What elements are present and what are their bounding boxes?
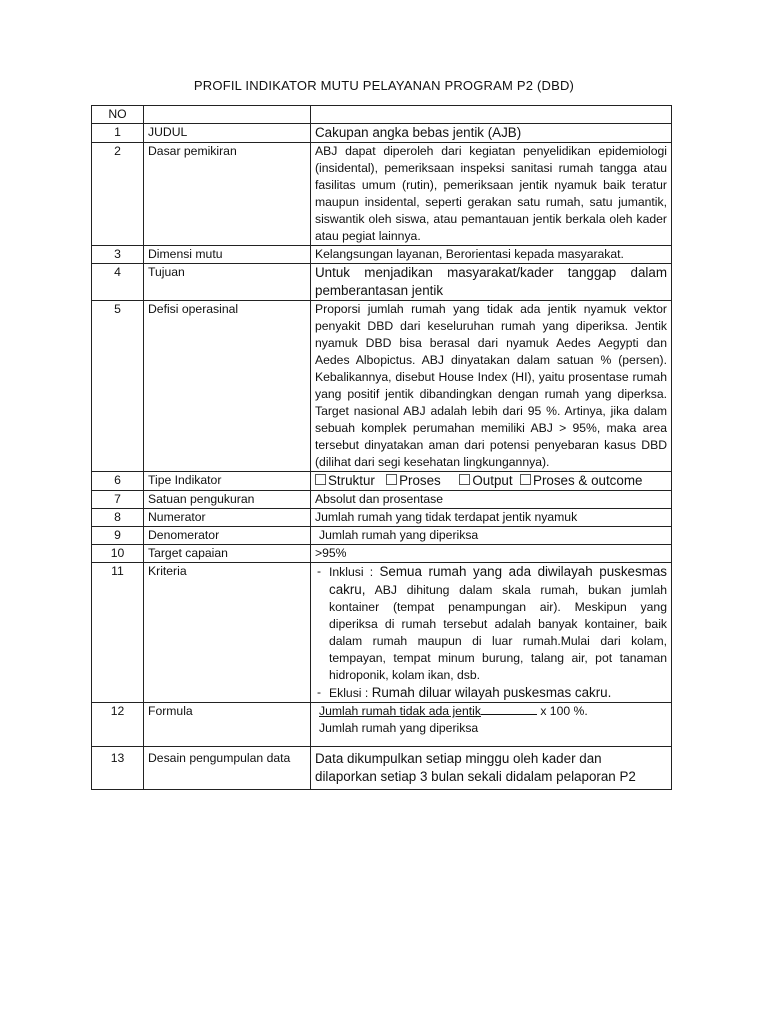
row-label: Tipe Indikator: [144, 472, 311, 491]
row-value: Proporsi jumlah rumah yang tidak ada jentik nyamuk vektor penyakit DBD dari keseluruhan rumah yang diperiksa. Jentik nyamuk DBD bisa berasal dari nyamuk Aedes Aegypti dan Aedes Albopictus. ABJ dinyatakan dalam satuan % (persen). Kebalikannya, disebut House Index (HI), yaitu prosentase rumah yang positif jentik dibandingkan dengan rumah yang diperksa. Target nasional ABJ adalah lebih dari 95 %. Artinya, jika dalam sebuah komplek perumahan memiliki ABJ > 95%, maka area tersebut dinyatakan aman dari potensi penyebaran kasus DBD (dilihat dari segi kesehatan lingkungannya).: [311, 301, 672, 472]
row-value: >95%: [311, 545, 672, 563]
row-label: JUDUL: [144, 124, 311, 143]
criteria-cell: [311, 563, 672, 703]
table-row: [92, 264, 672, 301]
formula-numerator: Jumlah rumah tidak ada jentik: [319, 704, 481, 718]
table-row: [92, 747, 672, 790]
row-label: Satuan pengukuran: [144, 491, 311, 509]
exclusion-lead: Eklusi :: [329, 686, 369, 700]
row-value: Cakupan angka bebas jentik (AJB): [311, 124, 672, 143]
row-label: Tujuan: [144, 264, 311, 301]
checkbox-icon: [459, 474, 470, 485]
row-label: Dimensi mutu: [144, 246, 311, 264]
table-row: [92, 472, 672, 491]
page-title: PROFIL INDIKATOR MUTU PELAYANAN PROGRAM P2 (DBD): [193, 78, 575, 93]
inclusion-rest: ABJ dihitung dalam skala rumah, bukan jumlah kontainer (tempat penampungan air). Meskipun yang diperiksa di rumah tersebut adalah banyak kontainer, baik dalam rumah maupun di luar rumah.Mulai dari kolam, tempayan, tempat minum burung, talang air, pot tanaman hidroponik, kolam ikan, dsb.: [329, 583, 667, 682]
table-row: [92, 563, 672, 703]
indicator-profile-table: [91, 105, 672, 790]
row-label: Numerator: [144, 509, 311, 527]
table-row: [92, 509, 672, 527]
formula-cell: [311, 703, 672, 747]
row-label: Kriteria: [144, 563, 311, 703]
checkbox-icon: [520, 474, 531, 485]
checkbox-icon: [386, 474, 397, 485]
row-value: Absolut dan prosentase: [311, 491, 672, 509]
row-number: 9: [92, 527, 144, 545]
option-output: [459, 473, 512, 488]
row-value: ABJ dapat diperoleh dari kegiatan penyelidikan epidemiologi (insidental), pemeriksaan inspeksi sanitasi rumah tangga atau fasilitas umum (rutin), pemeriksaan jentik nyamuk baik teratur maupun insidental, seperti gerakan satu rumah, satu jumantik, siswantik oleh siswa, atau pemantauan jentik berkala oleh kader atau pegiat lainnya.: [311, 143, 672, 246]
row-number: 7: [92, 491, 144, 509]
option-struktur: [315, 473, 375, 488]
formula-numerator-line: [319, 703, 667, 720]
row-number: 2: [92, 143, 144, 246]
row-value: [311, 527, 672, 545]
inclusion-highlight: Semua rumah yang ada diwilayah puskesmas cakru,: [329, 564, 668, 597]
criteria-list: [315, 563, 667, 702]
exclusion-highlight: Rumah diluar wilayah puskesmas cakru.: [371, 685, 612, 700]
option-label: Struktur: [328, 473, 375, 488]
option-proses: [386, 473, 441, 488]
row-label: Desain pengumpulan data: [144, 747, 311, 790]
criteria-inclusion: [315, 563, 667, 684]
criteria-exclusion: [315, 684, 667, 702]
table-row: [92, 527, 672, 545]
row-number: 13: [92, 747, 144, 790]
table-row: [92, 124, 672, 143]
denominator-text: Jumlah rumah yang diperiksa: [319, 528, 479, 542]
row-number: 10: [92, 545, 144, 563]
header-label-empty: [144, 106, 311, 124]
fraction-line: [481, 704, 537, 715]
table-row: [92, 301, 672, 472]
table-row: [92, 246, 672, 264]
indicator-type-options: [311, 472, 672, 491]
table-row: [92, 491, 672, 509]
option-label: Proses: [399, 473, 441, 488]
row-label: Denomerator: [144, 527, 311, 545]
header-value-empty: [311, 106, 672, 124]
option-proses-outcome: [520, 473, 642, 488]
checkbox-icon: [315, 474, 326, 485]
row-number: 6: [92, 472, 144, 491]
row-number: 4: [92, 264, 144, 301]
row-label: Dasar pemikiran: [144, 143, 311, 246]
row-value: Untuk menjadikan masyarakat/kader tanggap dalam pemberantasan jentik: [311, 264, 672, 301]
row-value: Kelangsungan layanan, Berorientasi kepada masyarakat.: [311, 246, 672, 264]
table-header-row: [92, 106, 672, 124]
row-label: Formula: [144, 703, 311, 747]
header-no: NO: [92, 106, 144, 124]
row-label: Target capaian: [144, 545, 311, 563]
row-number: 3: [92, 246, 144, 264]
row-number: 5: [92, 301, 144, 472]
table-row: [92, 143, 672, 246]
row-number: 11: [92, 563, 144, 703]
table-row: [92, 703, 672, 747]
formula-denominator: Jumlah rumah yang diperiksa: [319, 721, 479, 735]
formula-multiplier: x 100 %.: [540, 704, 588, 718]
row-number: 8: [92, 509, 144, 527]
option-label: Output: [472, 473, 513, 488]
row-label: Defisi operasinal: [144, 301, 311, 472]
option-label: Proses & outcome: [533, 473, 643, 488]
row-value: Jumlah rumah yang tidak terdapat jentik nyamuk: [311, 509, 672, 527]
row-number: 1: [92, 124, 144, 143]
inclusion-lead: Inklusi :: [329, 565, 374, 579]
table-row: [92, 545, 672, 563]
row-value: Data dikumpulkan setiap minggu oleh kader dan dilaporkan setiap 3 bulan sekali didalam pelaporan P2: [311, 747, 672, 790]
row-number: 12: [92, 703, 144, 747]
